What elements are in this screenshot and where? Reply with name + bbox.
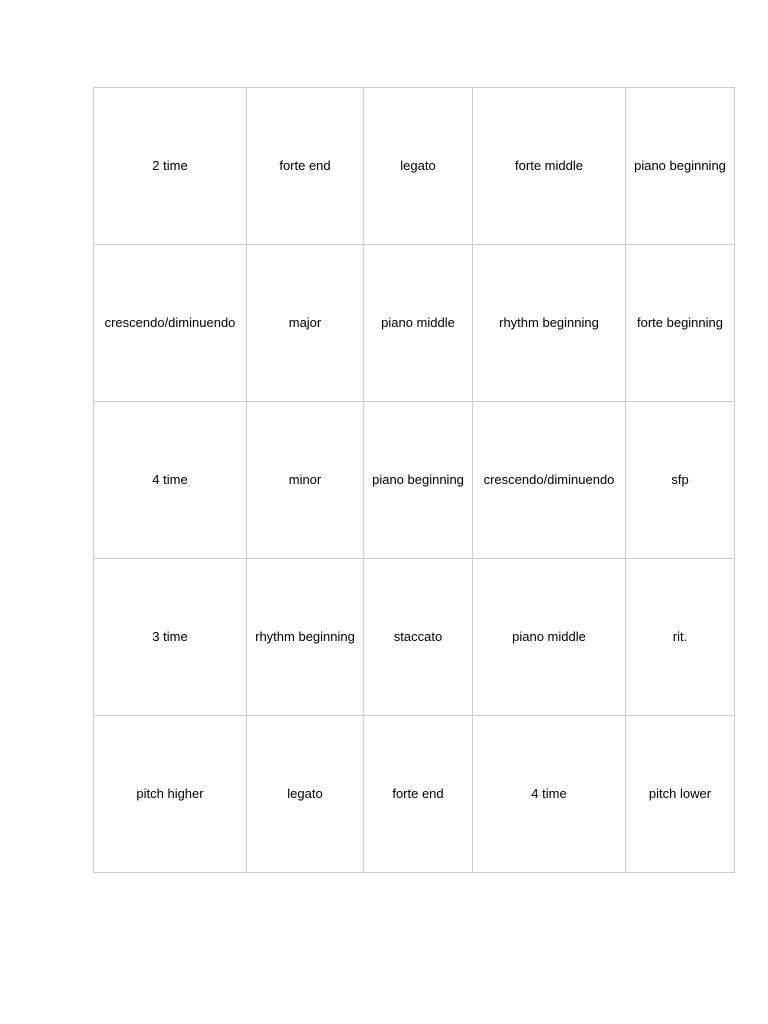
grid-row — [94, 559, 735, 716]
grid-cell: legato — [247, 716, 364, 873]
grid-cell: rhythm beginning — [473, 245, 626, 402]
grid-cell: pitch higher — [94, 716, 247, 873]
grid-cell: sfp — [626, 402, 735, 559]
grid-cell: major — [247, 245, 364, 402]
grid-cell: forte end — [364, 716, 473, 873]
grid-row — [94, 716, 735, 873]
grid-cell: crescendo/diminuendo — [94, 245, 247, 402]
grid-cell: forte middle — [473, 88, 626, 245]
grid-cell: piano beginning — [364, 402, 473, 559]
grid-cell: piano middle — [364, 245, 473, 402]
grid-row — [94, 245, 735, 402]
grid-cell: crescendo/diminuendo — [473, 402, 626, 559]
grid-cell: 2 time — [94, 88, 247, 245]
grid-cell: rhythm beginning — [247, 559, 364, 716]
grid-row — [94, 402, 735, 559]
grid-cell: legato — [364, 88, 473, 245]
grid-cell: minor — [247, 402, 364, 559]
grid-cell: staccato — [364, 559, 473, 716]
grid-cell: forte end — [247, 88, 364, 245]
grid-row — [94, 88, 735, 245]
grid-cell: 4 time — [473, 716, 626, 873]
grid-cell: pitch lower — [626, 716, 735, 873]
grid-cell: piano middle — [473, 559, 626, 716]
grid-cell: rit. — [626, 559, 735, 716]
bingo-grid — [93, 87, 735, 873]
grid-cell: 4 time — [94, 402, 247, 559]
grid-cell: forte beginning — [626, 245, 735, 402]
grid-cell: piano beginning — [626, 88, 735, 245]
grid-cell: 3 time — [94, 559, 247, 716]
